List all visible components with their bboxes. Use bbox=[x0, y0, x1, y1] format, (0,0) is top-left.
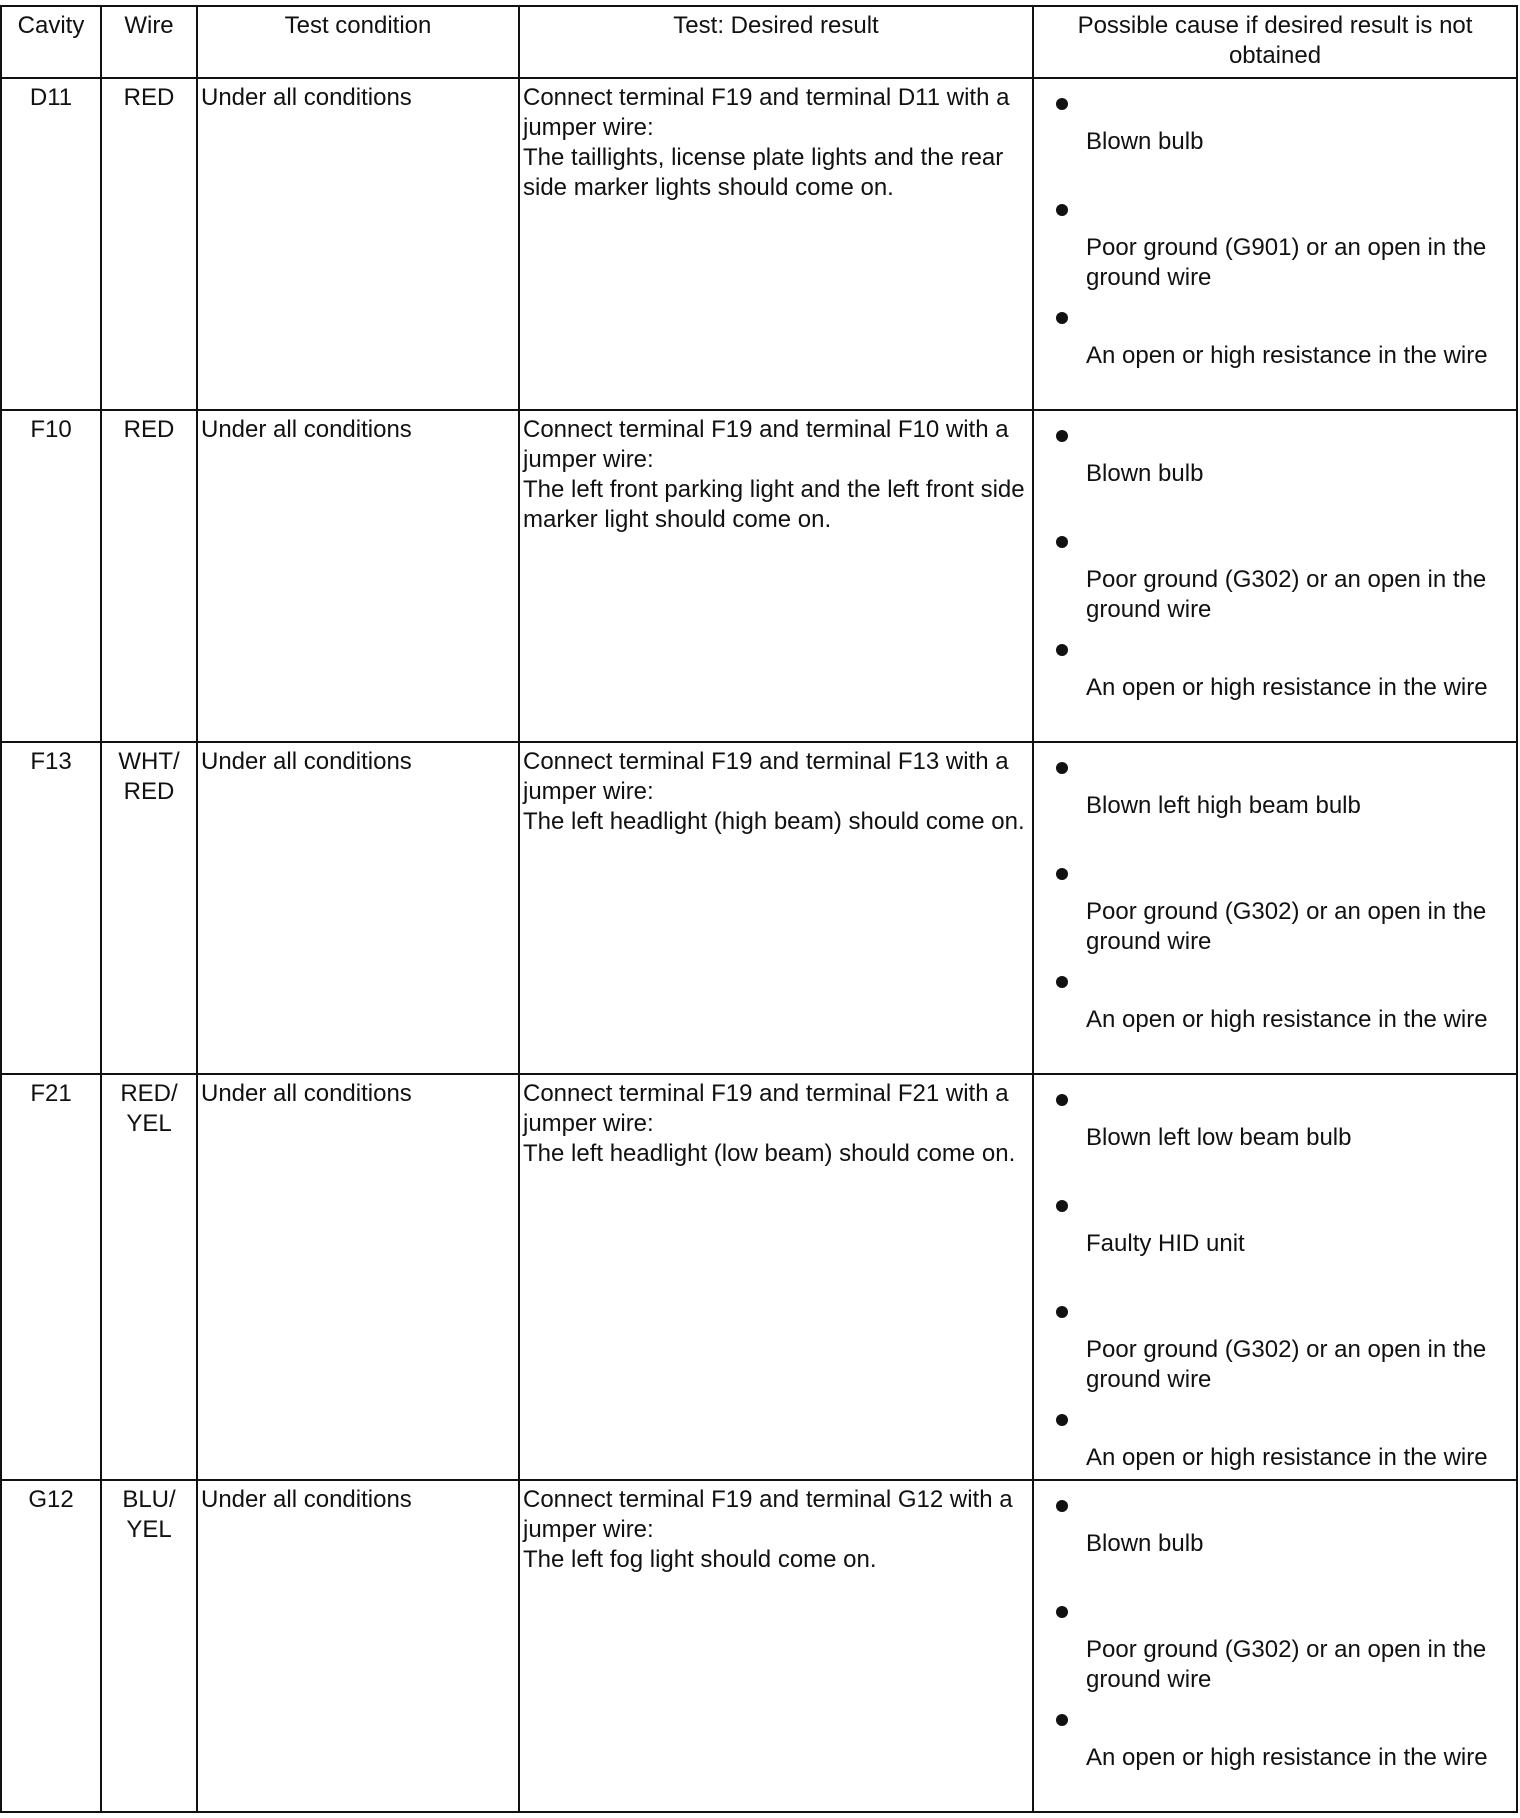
cause-text: Poor ground (G302) or an open in the ground wire bbox=[1086, 1636, 1487, 1693]
bullet-icon bbox=[1056, 762, 1068, 774]
cause-text: An open or high resistance in the wire bbox=[1086, 1006, 1488, 1033]
wire-cell: RED bbox=[101, 78, 197, 410]
cause-list bbox=[1034, 411, 1516, 709]
cause-text: An open or high resistance in the wire bbox=[1086, 674, 1488, 701]
desired-result-line: The left headlight (low beam) should come on. bbox=[523, 1140, 1016, 1167]
possible-cause-cell bbox=[1033, 1074, 1517, 1480]
cause-item bbox=[1034, 1695, 1516, 1779]
cause-item bbox=[1034, 517, 1516, 625]
header-row bbox=[1, 6, 1517, 78]
cause-text: An open or high resistance in the wire bbox=[1086, 1444, 1488, 1471]
desired-result-line: The left headlight (high beam) should come on. bbox=[523, 808, 1025, 835]
header-possible-cause: Possible cause if desired result is not obtained bbox=[1033, 6, 1517, 78]
wire-cell: RED bbox=[101, 410, 197, 742]
desired-result-line: Connect terminal F19 and terminal F21 with a jumper wire: bbox=[523, 1080, 1009, 1137]
cause-item bbox=[1034, 957, 1516, 1041]
cause-item bbox=[1034, 1481, 1516, 1587]
desired-result-cell bbox=[519, 742, 1033, 1074]
cause-text: Blown bulb bbox=[1086, 460, 1204, 487]
bullet-icon bbox=[1056, 644, 1068, 656]
header-test-condition: Test condition bbox=[197, 6, 519, 78]
desired-result-cell bbox=[519, 410, 1033, 742]
desired-result-line: The left fog light should come on. bbox=[523, 1546, 877, 1573]
desired-result-cell bbox=[519, 78, 1033, 410]
possible-cause-cell bbox=[1033, 1480, 1517, 1812]
wire-cell: WHT/ RED bbox=[101, 742, 197, 1074]
bullet-icon bbox=[1056, 204, 1068, 216]
cause-text: Blown bulb bbox=[1086, 128, 1204, 155]
desired-result-line: The left front parking light and the left front side marker light should come on. bbox=[523, 476, 1025, 533]
header-cavity: Cavity bbox=[1, 6, 101, 78]
cause-list bbox=[1034, 743, 1516, 1041]
bullet-icon bbox=[1056, 1606, 1068, 1618]
test-table bbox=[0, 5, 1518, 1813]
cause-text: An open or high resistance in the wire bbox=[1086, 342, 1488, 369]
desired-result-line: Connect terminal F19 and terminal G12 with a jumper wire: bbox=[523, 1486, 1013, 1543]
bullet-icon bbox=[1056, 98, 1068, 110]
possible-cause-cell bbox=[1033, 410, 1517, 742]
possible-cause-cell bbox=[1033, 78, 1517, 410]
desired-result-line: The taillights, license plate lights and the rear side marker lights should come on. bbox=[523, 144, 1004, 201]
cause-item bbox=[1034, 411, 1516, 517]
desired-result-line: Connect terminal F19 and terminal F13 with a jumper wire: bbox=[523, 748, 1009, 805]
cavity-cell: F13 bbox=[1, 742, 101, 1074]
table-row bbox=[1, 1074, 1517, 1480]
bullet-icon bbox=[1056, 1500, 1068, 1512]
table-row bbox=[1, 1480, 1517, 1812]
table-row bbox=[1, 742, 1517, 1074]
bullet-icon bbox=[1056, 868, 1068, 880]
cause-item bbox=[1034, 79, 1516, 185]
bullet-icon bbox=[1056, 430, 1068, 442]
bullet-icon bbox=[1056, 1094, 1068, 1106]
cause-list bbox=[1034, 79, 1516, 377]
desired-result-line: Connect terminal F19 and terminal D11 with a jumper wire: bbox=[523, 84, 1010, 141]
cause-item bbox=[1034, 293, 1516, 377]
desired-result-line: Connect terminal F19 and terminal F10 with a jumper wire: bbox=[523, 416, 1009, 473]
bullet-icon bbox=[1056, 1306, 1068, 1318]
bullet-icon bbox=[1056, 1414, 1068, 1426]
cause-item bbox=[1034, 1287, 1516, 1395]
test-condition-cell: Under all conditions bbox=[197, 78, 519, 410]
cavity-cell: F10 bbox=[1, 410, 101, 742]
test-condition-cell: Under all conditions bbox=[197, 410, 519, 742]
table-row bbox=[1, 410, 1517, 742]
bullet-icon bbox=[1056, 1200, 1068, 1212]
cause-item bbox=[1034, 1395, 1516, 1479]
cause-item bbox=[1034, 1075, 1516, 1181]
cause-text: Faulty HID unit bbox=[1086, 1230, 1245, 1257]
bullet-icon bbox=[1056, 1714, 1068, 1726]
cause-item bbox=[1034, 743, 1516, 849]
cavity-cell: G12 bbox=[1, 1480, 101, 1812]
cause-text: Poor ground (G302) or an open in the ground wire bbox=[1086, 566, 1487, 623]
bullet-icon bbox=[1056, 976, 1068, 988]
cause-list bbox=[1034, 1481, 1516, 1779]
cause-text: Poor ground (G302) or an open in the ground wire bbox=[1086, 1336, 1487, 1393]
cause-text: Blown left high beam bulb bbox=[1086, 792, 1361, 819]
desired-result-cell bbox=[519, 1480, 1033, 1812]
cause-item bbox=[1034, 849, 1516, 957]
cause-item bbox=[1034, 1181, 1516, 1287]
table-body bbox=[1, 78, 1517, 1812]
cavity-cell: D11 bbox=[1, 78, 101, 410]
wire-cell: RED/ YEL bbox=[101, 1074, 197, 1480]
cause-item bbox=[1034, 185, 1516, 293]
possible-cause-cell bbox=[1033, 742, 1517, 1074]
cause-text: Poor ground (G302) or an open in the ground wire bbox=[1086, 898, 1487, 955]
bullet-icon bbox=[1056, 536, 1068, 548]
table-row bbox=[1, 78, 1517, 410]
bullet-icon bbox=[1056, 312, 1068, 324]
test-condition-cell: Under all conditions bbox=[197, 1074, 519, 1480]
wire-cell: BLU/ YEL bbox=[101, 1480, 197, 1812]
desired-result-cell bbox=[519, 1074, 1033, 1480]
header-desired-result: Test: Desired result bbox=[519, 6, 1033, 78]
test-condition-cell: Under all conditions bbox=[197, 742, 519, 1074]
cause-list bbox=[1034, 1075, 1516, 1479]
cause-item bbox=[1034, 625, 1516, 709]
cause-item bbox=[1034, 1587, 1516, 1695]
cause-text: Blown left low beam bulb bbox=[1086, 1124, 1352, 1151]
header-wire: Wire bbox=[101, 6, 197, 78]
cavity-cell: F21 bbox=[1, 1074, 101, 1480]
test-condition-cell: Under all conditions bbox=[197, 1480, 519, 1812]
cause-text: Blown bulb bbox=[1086, 1530, 1204, 1557]
cause-text: Poor ground (G901) or an open in the ground wire bbox=[1086, 234, 1487, 291]
cause-text: An open or high resistance in the wire bbox=[1086, 1744, 1488, 1771]
